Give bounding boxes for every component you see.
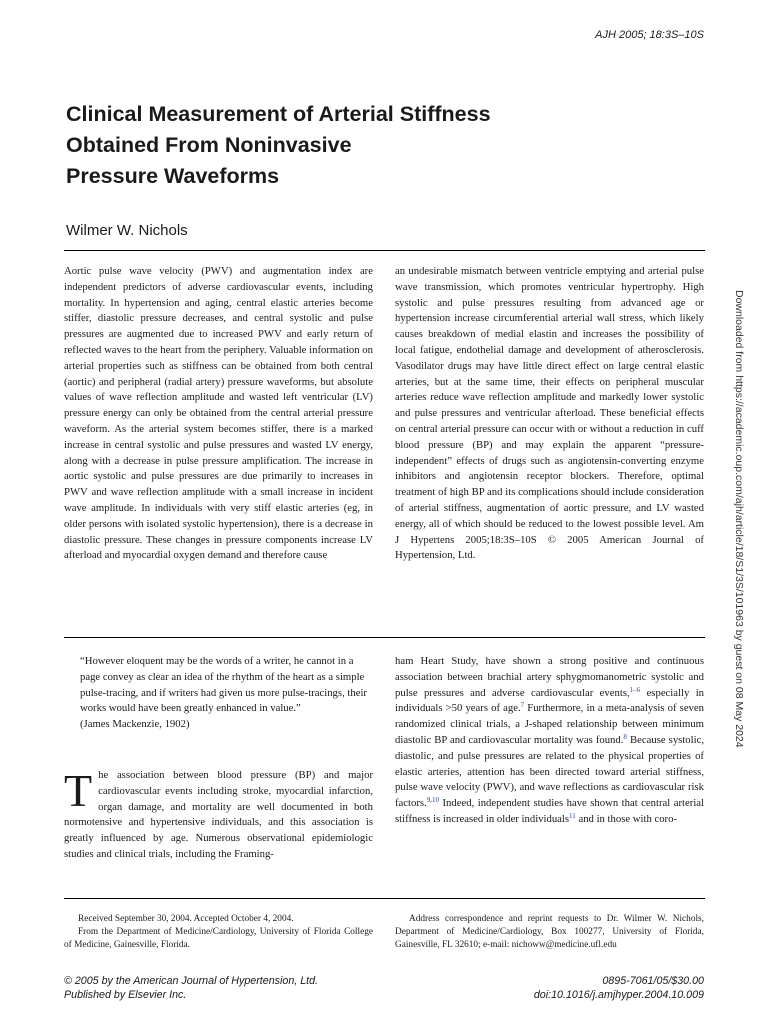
journal-citation: AJH 2005; 18:3S–10S: [595, 29, 704, 41]
reference-link[interactable]: 1–6: [629, 685, 641, 694]
abstract-text-left: Aortic pulse wave velocity (PWV) and augmentation index are independent predictors of adverse cardiovascular events, including mortality. In hypertension and aging, central elastic arteries become stiffer, diastolic pressure decreases, and central systolic and pulse pressures are augmented due to increased PWV and early return of reflected waves to the heart from the periphery. Valuable information on arterial properties such as stiffness can be obtained from both central (aortic) and peripheral (radial artery) pressure waveforms, but absolute values of wave reflection amplitude and wasted left ventricular (LV) pressure energy can only be obtained from the central arterial pressure waveform. As the arterial system becomes stiffer, there is a marked increase in central systolic and pulse pressures and wasted LV energy, along with a decrease in pulse pressure amplification. The increase in aortic systolic and pulse pressures are due primarily to increases in PWV and wave reflection amplitude with a small increase in incident wave amplitude. In individuals with very stiff elastic arteries (eg, in older persons with isolated systolic hypertension), there is a decrease in diastolic pressure. These changes in pressure components increase LV afterload and myocardial oxygen demand and therefore cause: [64, 265, 373, 562]
correspondence: Address correspondence and reprint requests to Dr. Wilmer W. Nichols, Department of Medicine/Cardiology, Box 100277, University of Florida, Gainesville, FL 32610; e-mail: nichoww@medicine.ufl.edu: [395, 914, 704, 950]
publisher-line: Published by Elsevier Inc.: [64, 989, 187, 1001]
footer-right: [534, 974, 704, 1002]
epigraph-attribution: (James Mackenzie, 1902): [80, 718, 190, 731]
copyright-line: © 2005 by the American Journal of Hypertension, Ltd.: [64, 975, 319, 987]
drop-cap: T: [64, 765, 93, 816]
issn-line: 0895-7061/05/$30.00: [602, 975, 704, 987]
title-line-2: Obtained From Noninvasive: [66, 133, 352, 157]
body-text: Because systolic, diastolic, and pulse pressures are related to the physical properties of elastic arteries, attention has been directed toward arterial stiffness, pulse wave velocity (PWV), and wave reflections as cardiovascular risk factors.: [395, 733, 704, 810]
body-text: Furthermore, in a meta-analysis of seven randomized clinical trials, a J-shaped relationship between minimum diastolic BP and cardiovascular mortality was found.: [395, 702, 704, 746]
title-divider: [64, 250, 705, 251]
epigraph: [80, 654, 374, 733]
epigraph-quote: “However eloquent may be the words of a writer, he cannot in a page convey as clear an idea of the rhythm of the heart as a simple pulse-tracing, and if writers had given us more pulse-tracings, their works would have been greatly enhanced in value.”: [80, 655, 367, 715]
download-watermark: [731, 290, 745, 1020]
reference-link[interactable]: 9,10: [426, 796, 439, 805]
title-line-1: Clinical Measurement of Arterial Stiffness: [66, 102, 491, 126]
footer-left: [64, 974, 318, 1002]
title-line-3: Pressure Waveforms: [66, 164, 280, 188]
reference-link[interactable]: 7: [520, 701, 525, 710]
watermark-text: Downloaded from https://academic.oup.com/ajh/article/18/S1/3S/101963 by guest on 08 May 2024: [733, 290, 745, 748]
received-date: Received September 30, 2004. Accepted October 4, 2004.: [78, 914, 294, 924]
reference-link[interactable]: 8: [623, 732, 627, 741]
body-text: ham Heart Study, have shown a strong positive and continuous association between brachial artery sphygmomanometric systolic and pulse pressures and adverse cardiovascular events,: [395, 655, 704, 699]
abstract-divider: [64, 637, 705, 638]
doi-link[interactable]: doi:10.1016/j.amjhyper.2004.10.009: [533, 989, 704, 1001]
abstract-right-column: [395, 264, 704, 564]
footnote-left: [64, 913, 373, 952]
body-text: Indeed, independent studies have shown that central arterial stiffness is increased in older individuals: [395, 797, 704, 825]
footnote-divider: [64, 898, 705, 899]
reference-link[interactable]: 11: [569, 811, 576, 820]
body-left-column: [64, 765, 373, 863]
abstract-text-right: an undesirable mismatch between ventricle emptying and arterial pulse wave transmission, which promotes ventricular hypertrophy. High systolic and pulse pressures resulting from advanced age or hypertension increase circumferential arterial wall stress, which likely causes breakdown of medial elastin and increases the possibility of local fatigue, endothelial damage and development of atherosclerosis. Vasodilator drugs may have little direct effect on large central elastic arteries, but at the same time, their effects on peripheral muscular arteries reduce wave reflection amplitude and markedly lower systolic and pulse pressures and ventricular afterload. These beneficial effects on central arterial pressure can occur with or without a reduction in cuff blood pressure (BP) and may explain the apparent “pressure-independent” effects of drugs such as angiotensin-converting enzyme inhibitors and angiotensin receptor blockers. Therefore, optimal treatment of high BP and its complications should include consideration of arterial stiffness, augmentation of aortic pressure, and LV wasted energy, all of which should be reduced to the lowest possible level. Am J Hypertens 2005;18:3S–10S © 2005 American Journal of Hypertension, Ltd.: [395, 265, 704, 562]
body-text: and in those with coro-: [575, 812, 678, 825]
author-name: Wilmer W. Nichols: [66, 222, 188, 239]
affiliation: From the Department of Medicine/Cardiology, University of Florida College of Medicine, Gainesville, Florida.: [64, 927, 373, 950]
footnote-right: [395, 913, 704, 952]
article-title: [66, 99, 686, 192]
body-right-column: [395, 654, 704, 828]
body-text: especially in individuals >50 years of age.: [395, 686, 705, 715]
intro-paragraph: he association between blood pressure (BP) and major cardiovascular events including stroke, myocardial infarction, organ damage, and mortality are well documented in both normotensive and hypertensive individuals, and this association is greatly influenced by age. Numerous observational epidemiologic studies and clinical trials, including the Framing-: [64, 769, 373, 860]
abstract-left-column: [64, 264, 373, 564]
